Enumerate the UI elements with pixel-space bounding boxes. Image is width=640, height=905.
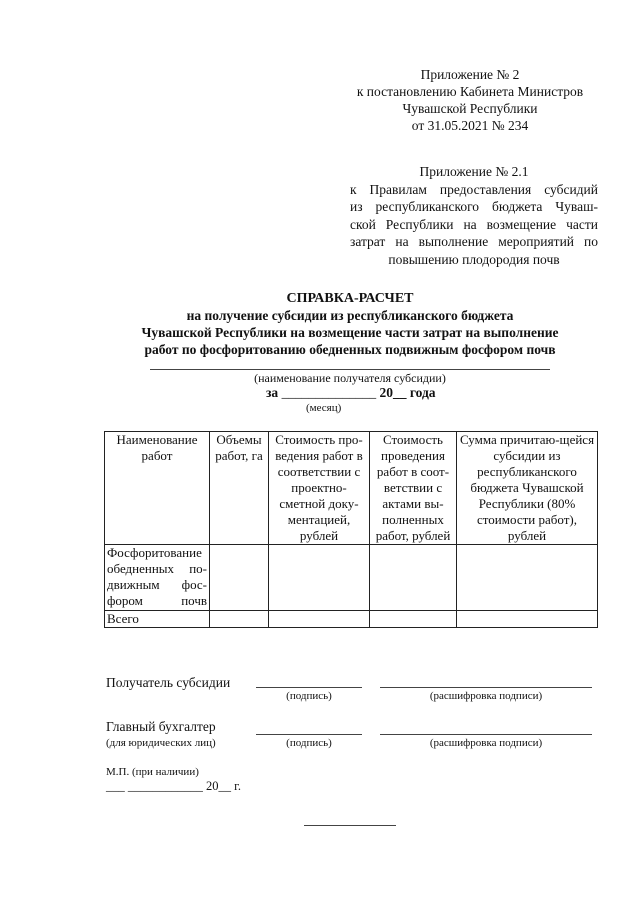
table-row <box>105 545 598 611</box>
header-subsidy: Сумма причитаю-щейся субсидии из республиканского бюджета Чувашской Республики (80% стоимости работ), рублей <box>457 432 598 545</box>
appendix-main-line4: от 31.05.2021 № 234 <box>411 118 529 133</box>
appendix-sub <box>350 163 598 268</box>
header-work-name: Наименование работ <box>105 432 210 545</box>
table-row-total <box>105 611 598 628</box>
row-name-phosphorite: Фосфоритование обедненных по-движным фос-фором почв <box>105 545 210 611</box>
accountant-decode-line[interactable] <box>380 734 592 735</box>
header-cost-acts: Стоимость проведения работ в соот-ветствии с актами вы-полненных работ, рублей <box>370 432 457 545</box>
recipient-decode-caption: (расшифровка подписи) <box>429 690 543 702</box>
cell-cost-acts[interactable] <box>370 545 457 611</box>
calculation-table <box>104 431 598 628</box>
document-title <box>80 290 620 358</box>
appendix-sub-line1: Приложение № 2.1 <box>419 164 529 179</box>
appendix-main-line1: Приложение № 2 <box>420 67 520 82</box>
appendix-sub-line2: к Правилам предоставления субсидий <box>350 181 598 197</box>
period-prefix: за <box>266 385 279 400</box>
appendix-main-line3: Чувашской Республики <box>402 101 538 116</box>
accountant-signature-caption: (подпись) <box>286 737 332 749</box>
recipient-decode-line[interactable] <box>380 687 592 688</box>
recipient-line <box>150 369 550 370</box>
cell-subsidy[interactable] <box>457 545 598 611</box>
title-heading: СПРАВКА-РАСЧЕТ <box>286 291 414 306</box>
accountant-note: (для юридических лиц) <box>106 737 216 749</box>
appendix-sub-line3: из республиканского бюджета Чуваш- <box>350 199 598 214</box>
total-cost-estimate[interactable] <box>269 611 370 628</box>
appendix-sub-line4: ской Республики на возмещение части <box>350 216 598 232</box>
recipient-label: Получатель субсидии <box>106 675 231 690</box>
appendix-main <box>340 66 600 134</box>
accountant-signature-line[interactable] <box>256 734 362 735</box>
accountant-label: Главный бухгалтер <box>106 719 216 734</box>
title-line2: на получение субсидии из республиканского бюджета <box>186 308 514 323</box>
footer-rule <box>304 825 396 826</box>
header-cost-estimate: Стоимость про-ведения работ в соответствии с проектно-сметной доку-ментацией, рублей <box>269 432 370 545</box>
recipient-caption: (наименование получателя субсидии) <box>254 371 446 385</box>
header-volume: Объемы работ, га <box>210 432 269 545</box>
period-year: 20__ года <box>379 385 436 400</box>
title-line3: Чувашской Республики на возмещение части затрат на выполнение <box>141 325 559 340</box>
appendix-sub-line6: повышению плодородия почв <box>388 251 560 267</box>
recipient-signature-caption: (подпись) <box>286 690 332 702</box>
stamp-date: ___ ____________ 20__ г. <box>106 779 241 793</box>
title-line4: работ по фосфоритованию обедненных подвижным фосфором почв <box>144 342 556 357</box>
period-row <box>266 385 436 401</box>
recipient-signature-line[interactable] <box>256 687 362 688</box>
appendix-sub-line5: затрат на выполнение мероприятий по <box>350 234 598 249</box>
accountant-decode-caption: (расшифровка подписи) <box>429 737 543 749</box>
appendix-main-line2: к постановлению Кабинета Министров <box>356 84 584 99</box>
row-name-total: Всего <box>105 611 210 628</box>
total-volume[interactable] <box>210 611 269 628</box>
period-caption: (месяц) <box>306 402 342 414</box>
stamp-label: М.П. (при наличии) <box>106 766 199 778</box>
period-blank: ______________ <box>281 385 377 400</box>
total-cost-acts[interactable] <box>370 611 457 628</box>
table-header-row <box>105 432 598 545</box>
total-subsidy[interactable] <box>457 611 598 628</box>
cell-cost-estimate[interactable] <box>269 545 370 611</box>
cell-volume[interactable] <box>210 545 269 611</box>
